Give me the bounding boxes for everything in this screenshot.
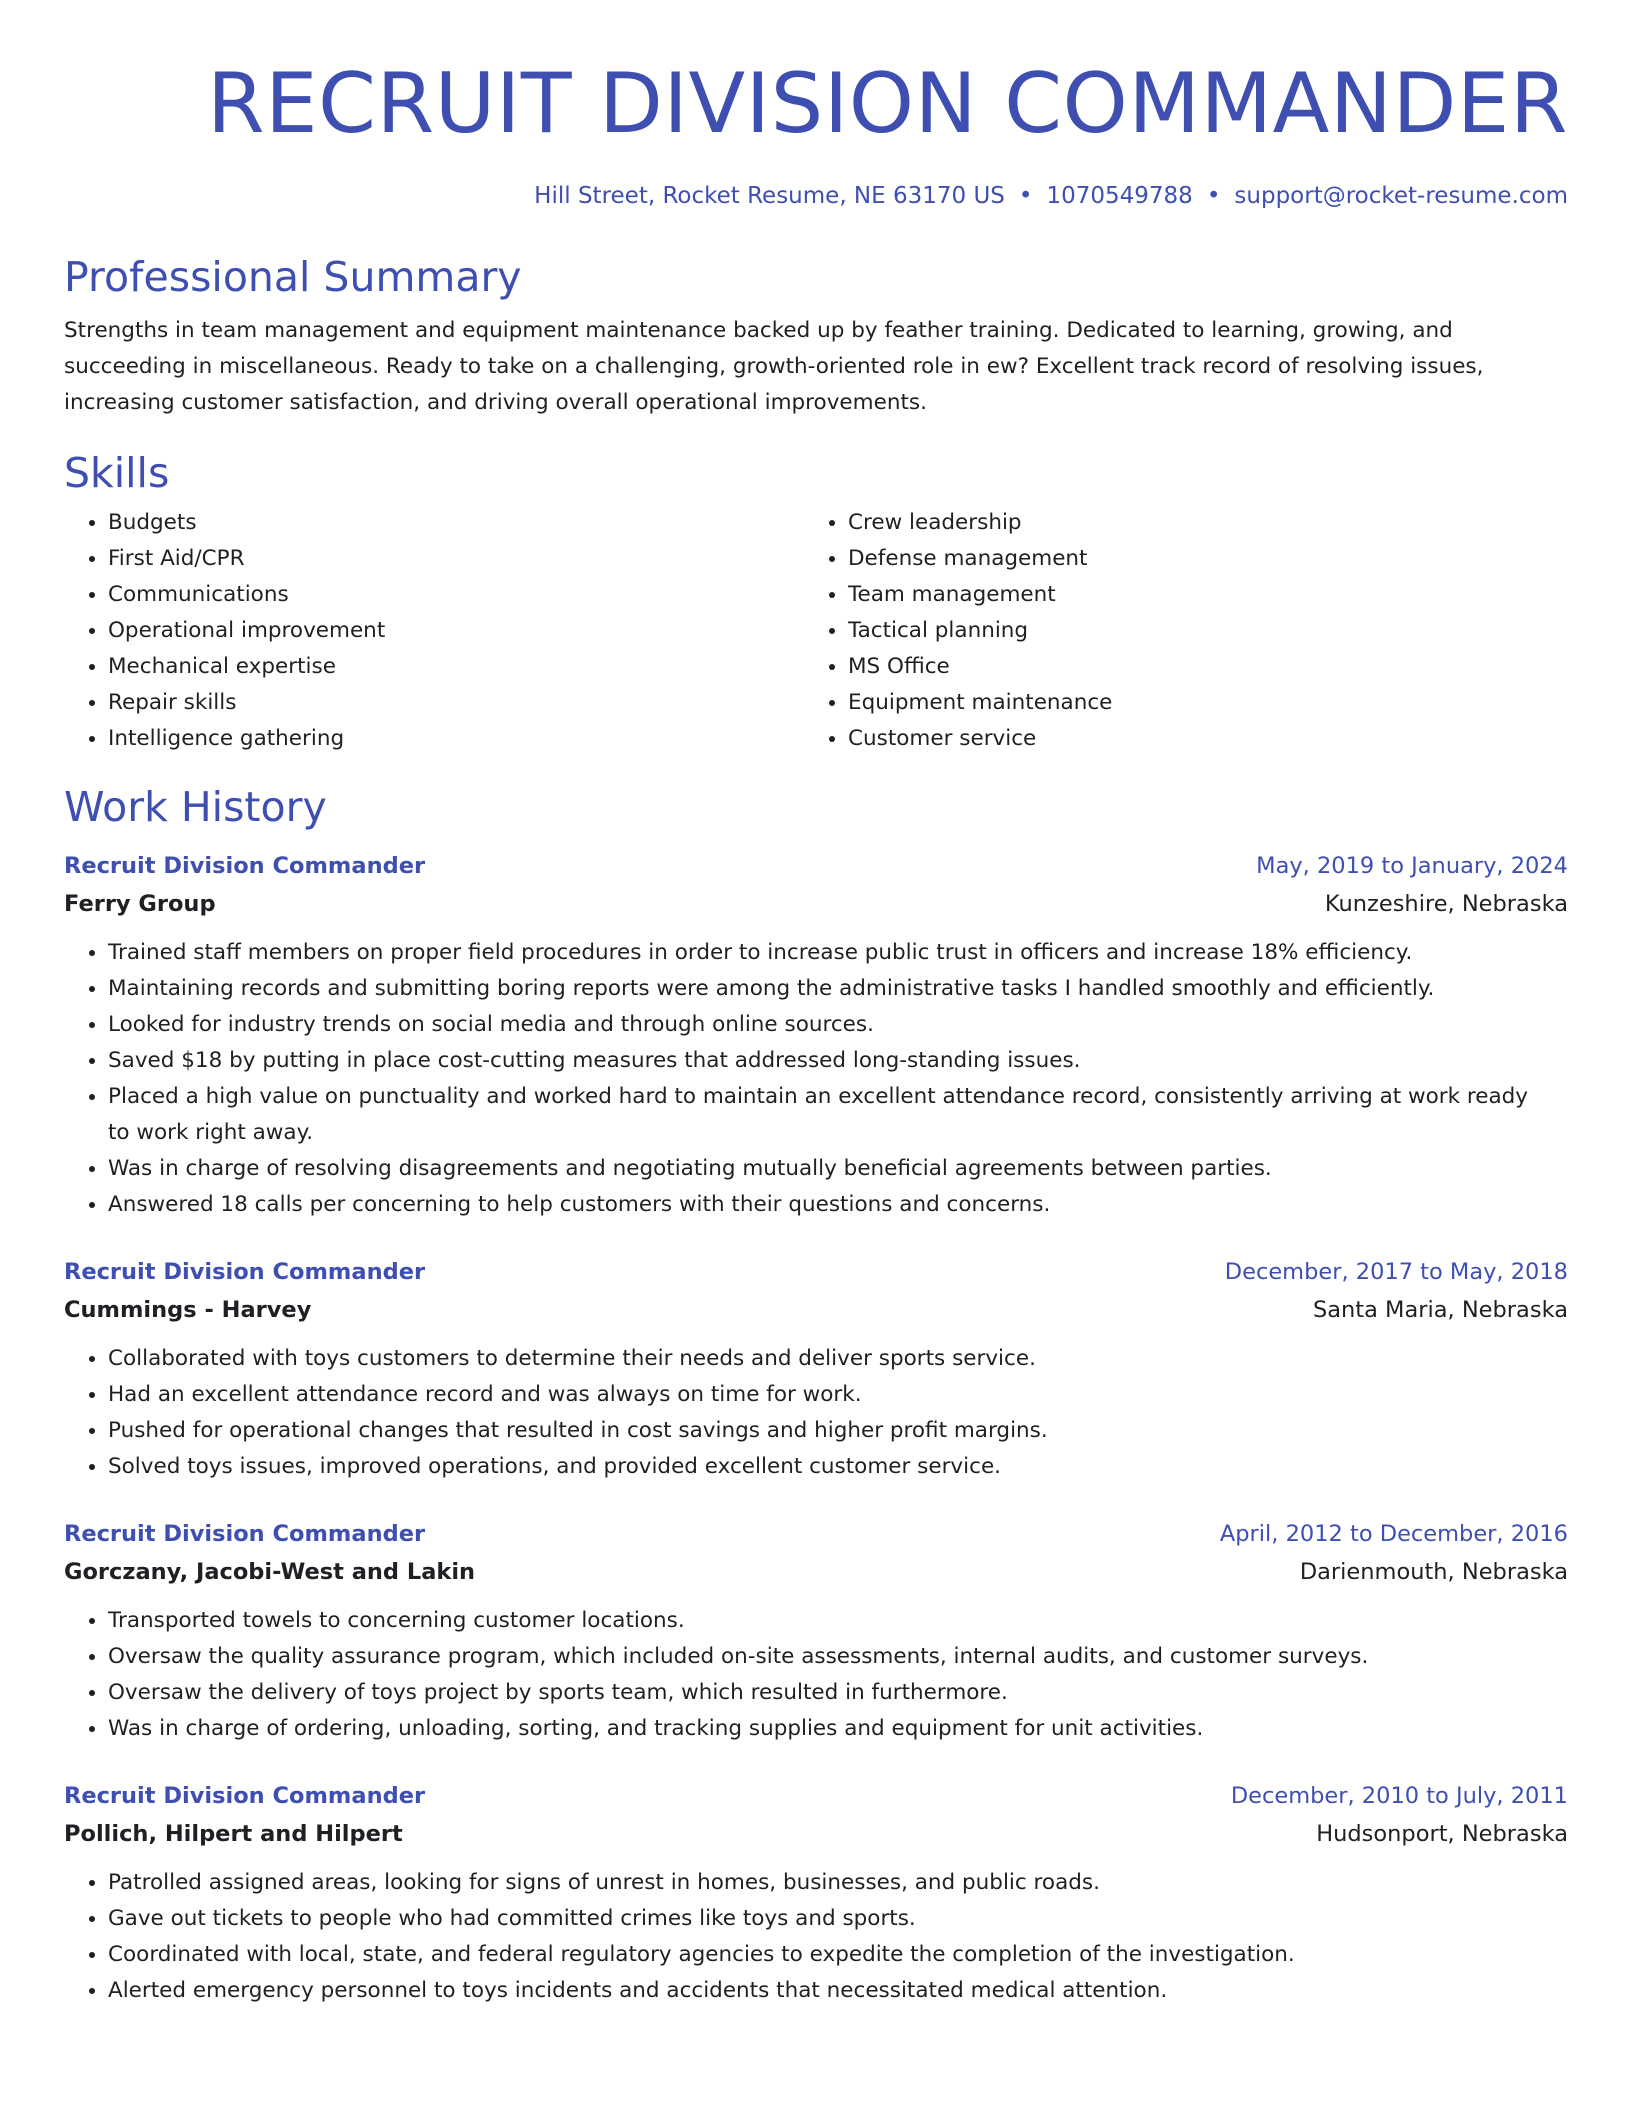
job-bullet: • Maintaining records and submitting boring reports were among the administrative tasks I handled smoothly and efficiently. bbox=[108, 971, 1568, 1007]
job-company: Cummings - Harvey bbox=[64, 1297, 312, 1323]
job-bullet: • Oversaw the quality assurance program, which included on-site assessments, internal audits, and customer surveys. bbox=[108, 1639, 1568, 1675]
job-bullet: • Answered 18 calls per concerning to help customers with their questions and concerns. bbox=[108, 1187, 1568, 1223]
contact-separator: • bbox=[1018, 183, 1033, 209]
job-bullet: • Solved toys issues, improved operations, and provided excellent customer service. bbox=[108, 1449, 1568, 1485]
job-bullet: • Was in charge of resolving disagreements and negotiating mutually beneficial agreements between parties. bbox=[108, 1151, 1568, 1187]
job-bullet: • Oversaw the delivery of toys project by sports team, which resulted in furthermore. bbox=[108, 1675, 1568, 1711]
summary-text: Strengths in team management and equipment maintenance backed up by feather training. Dedicated to learning, growing, and succeeding in miscellaneous. Ready to take on a challenging, growth-oriented role in ew? Excellent track record of resolving issues, increasing customer satisfaction, and driving overall operational improvements. bbox=[64, 318, 1484, 415]
job-location: Hudsonport, Nebraska bbox=[1316, 1821, 1568, 1847]
job-company: Ferry Group bbox=[64, 891, 216, 917]
job-bullet: • Looked for industry trends on social media and through online sources. bbox=[108, 1007, 1568, 1043]
skill-item: • Defense management bbox=[848, 541, 1544, 577]
job-bullets bbox=[64, 935, 1568, 1223]
contact-email[interactable]: support@rocket-resume.com bbox=[1234, 183, 1568, 209]
job-bullets bbox=[64, 1865, 1568, 2009]
job-bullet: • Patrolled assigned areas, looking for signs of unrest in homes, businesses, and public roads. bbox=[108, 1865, 1568, 1901]
job-company: Pollich, Hilpert and Hilpert bbox=[64, 1821, 403, 1847]
job-bullets bbox=[64, 1341, 1568, 1485]
job-entry bbox=[64, 1515, 1568, 1747]
job-bullet: • Placed a high value on punctuality and worked hard to maintain an excellent attendance record, consistently arriving at work ready to work right away. bbox=[108, 1079, 1568, 1151]
job-entry bbox=[64, 847, 1568, 1223]
contact-address: Hill Street, Rocket Resume, NE 63170 US bbox=[534, 183, 1005, 209]
job-bullets bbox=[64, 1603, 1568, 1747]
work-history-heading: Work History bbox=[64, 783, 327, 831]
skills-column-right bbox=[804, 505, 1544, 757]
skill-item: • MS Office bbox=[848, 649, 1544, 685]
job-dates: December, 2017 to May, 2018 bbox=[1224, 1259, 1568, 1285]
job-entry bbox=[64, 1777, 1568, 2009]
skill-item: • Budgets bbox=[108, 505, 804, 541]
job-dates: December, 2010 to July, 2011 bbox=[1230, 1783, 1568, 1809]
skill-item: • Operational improvement bbox=[108, 613, 804, 649]
job-role: Recruit Division Commander bbox=[64, 853, 426, 879]
contact-separator: • bbox=[1206, 183, 1221, 209]
skill-item: • Repair skills bbox=[108, 685, 804, 721]
job-bullet: • Saved $18 by putting in place cost-cutting measures that addressed long-standing issues. bbox=[108, 1043, 1568, 1079]
contact-phone: 1070549788 bbox=[1046, 183, 1193, 209]
job-bullet: • Gave out tickets to people who had committed crimes like toys and sports. bbox=[108, 1901, 1568, 1937]
candidate-name: RECRUIT DIVISION COMMANDER bbox=[206, 55, 1568, 152]
job-dates: April, 2012 to December, 2016 bbox=[1219, 1521, 1568, 1547]
skill-item: • Communications bbox=[108, 577, 804, 613]
skill-item: • First Aid/CPR bbox=[108, 541, 804, 577]
job-entry bbox=[64, 1253, 1568, 1485]
job-bullet: • Had an excellent attendance record and was always on time for work. bbox=[108, 1377, 1568, 1413]
skill-item: • Tactical planning bbox=[848, 613, 1544, 649]
job-company: Gorczany, Jacobi-West and Lakin bbox=[64, 1559, 476, 1585]
job-bullet: • Was in charge of ordering, unloading, sorting, and tracking supplies and equipment for unit activities. bbox=[108, 1711, 1568, 1747]
job-location: Kunzeshire, Nebraska bbox=[1324, 891, 1568, 917]
job-location: Santa Maria, Nebraska bbox=[1312, 1297, 1568, 1323]
skill-item: • Customer service bbox=[848, 721, 1544, 757]
job-role: Recruit Division Commander bbox=[64, 1259, 426, 1285]
skills-column-left bbox=[64, 505, 804, 757]
job-bullet: • Collaborated with toys customers to determine their needs and deliver sports service. bbox=[108, 1341, 1568, 1377]
skill-item: • Intelligence gathering bbox=[108, 721, 804, 757]
job-bullet: • Transported towels to concerning customer locations. bbox=[108, 1603, 1568, 1639]
job-role: Recruit Division Commander bbox=[64, 1521, 426, 1547]
job-role: Recruit Division Commander bbox=[64, 1783, 426, 1809]
job-bullet: • Trained staff members on proper field procedures in order to increase public trust in officers and increase 18% efficiency. bbox=[108, 935, 1568, 971]
skills-list bbox=[64, 505, 1568, 757]
skills-heading: Skills bbox=[64, 449, 170, 497]
job-bullet: • Coordinated with local, state, and federal regulatory agencies to expedite the completion of the investigation. bbox=[108, 1937, 1568, 1973]
job-location: Darienmouth, Nebraska bbox=[1299, 1559, 1568, 1585]
job-bullet: • Alerted emergency personnel to toys incidents and accidents that necessitated medical attention. bbox=[108, 1973, 1568, 2009]
skill-item: • Crew leadership bbox=[848, 505, 1544, 541]
contact-line bbox=[64, 181, 1568, 211]
skill-item: • Team management bbox=[848, 577, 1544, 613]
skill-item: • Equipment maintenance bbox=[848, 685, 1544, 721]
job-bullet: • Pushed for operational changes that resulted in cost savings and higher profit margins. bbox=[108, 1413, 1568, 1449]
summary-heading: Professional Summary bbox=[64, 253, 522, 301]
skill-item: • Mechanical expertise bbox=[108, 649, 804, 685]
job-dates: May, 2019 to January, 2024 bbox=[1256, 853, 1568, 879]
